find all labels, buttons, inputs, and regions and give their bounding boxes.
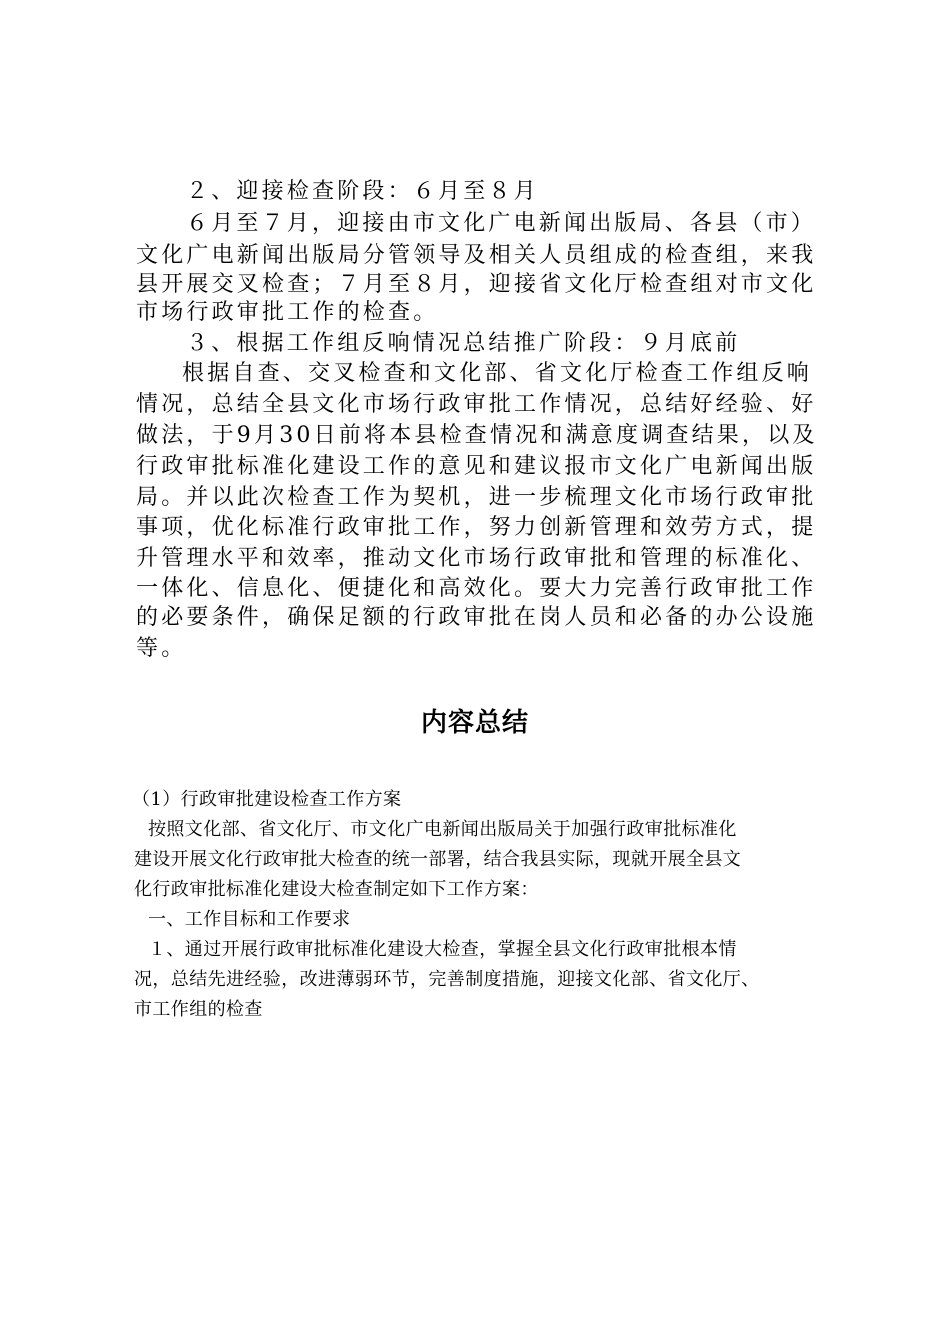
summary-line: 按照文化部、省文化厅、市文化广电新闻出版局关于加强行政审批标准化: [148, 819, 737, 840]
stage3-body-line: 情况，总结全县文化市场行政审批工作情况，总结好经验、好: [136, 392, 817, 417]
stage2-body-line: ６月至７月，迎接由市文化广电新闻出版局、各县（市）: [186, 211, 817, 236]
stage2-heading: ２、迎接检查阶段：６月至８月: [186, 179, 539, 204]
summary-line: 一、工作目标和工作要求: [148, 909, 351, 930]
stage3-body-line: 等。: [136, 636, 187, 661]
stage2-body-line: 县开展交叉检查；７月至８月，迎接省文化厅检查组对市文化: [136, 272, 817, 297]
summary-title: 内容总结: [420, 708, 529, 738]
stage3-body-line: 的必要条件，确保足额的行政审批在岗人员和必备的办公设施: [136, 605, 817, 630]
stage3-body-line: 事项，优化标准行政审批工作，努力创新管理和效劳方式，提: [136, 515, 817, 540]
summary-line: 市工作组的检查: [134, 999, 263, 1020]
summary-line: １、通过开展行政审批标准化建设大检查，掌握全县文化行政审批根本情: [148, 939, 737, 960]
stage3-body-line: 一体化、信息化、便捷化和高效化。要大力完善行政审批工作: [136, 576, 817, 601]
summary-line: 化行政审批标准化建设大检查制定如下工作方案：: [134, 879, 539, 900]
stage3-heading: ３、根据工作组反响情况总结推广阶段：９月底前: [186, 331, 741, 356]
summary-line: （1）行政审批建设检查工作方案: [132, 789, 402, 810]
summary-line: 建设开展文化行政审批大检查的统一部署，结合我县实际，现就开展全县文: [134, 849, 742, 870]
stage3-body-line: 做法，于9月30日前将本县检查情况和满意度调查结果，以及: [136, 423, 818, 448]
stage2-body-line: 市场行政审批工作的检查。: [136, 300, 439, 325]
stage3-body-line: 根据自查、交叉检查和文化部、省文化厅检查工作组反响: [182, 361, 813, 386]
stage2-body-line: 文化广电新闻出版局分管领导及相关人员组成的检查组，来我: [136, 243, 817, 268]
summary-line: 况，总结先进经验，改进薄弱环节，完善制度措施，迎接文化部、省文化厅、: [134, 969, 760, 990]
stage3-body-line: 行政审批标准化建设工作的意见和建议报市文化广电新闻出版: [136, 454, 817, 479]
stage3-body-line: 局。并以此次检查工作为契机，进一步梳理文化市场行政审批: [136, 485, 817, 510]
stage3-body-line: 升管理水平和效率，推动文化市场行政审批和管理的标准化、: [136, 546, 817, 571]
